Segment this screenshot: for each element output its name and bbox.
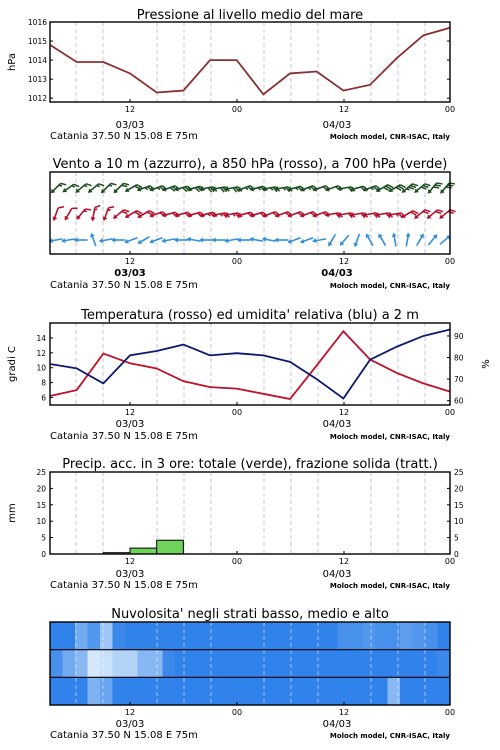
cloud-cover-cell xyxy=(413,650,426,678)
pressure-chart-x-tick-label: 12 xyxy=(338,105,350,114)
wind-chart-x-tick-label: 12 xyxy=(338,257,350,266)
cloud-cover-cell xyxy=(338,650,351,678)
wind-barb xyxy=(352,233,361,248)
wind-barb-arrowhead xyxy=(89,232,95,237)
wind-barb-arrowhead xyxy=(136,240,142,246)
cloud-cover-cell xyxy=(438,650,451,678)
precipitation-chart-date-label: 04/03 xyxy=(322,569,352,580)
wind-barb xyxy=(438,179,455,197)
wind-barb xyxy=(404,232,411,247)
cloud-cover-cell xyxy=(213,650,226,678)
cloud-cover-cell xyxy=(363,677,376,705)
precipitation-bar xyxy=(157,540,184,554)
wind-barb xyxy=(111,206,129,223)
temperature-chart-x-tick-label: 00 xyxy=(231,408,243,417)
cloud-cover-chart-title: Nuvolosita' negli strati basso, medio e alto xyxy=(111,607,389,622)
wind-barb xyxy=(312,236,327,243)
wind-barb xyxy=(161,236,176,243)
temperature-chart-x-tick-label: 12 xyxy=(124,408,136,417)
wind-barb xyxy=(326,233,337,248)
wind-barb xyxy=(413,180,431,197)
wind-barb-arrowhead xyxy=(98,238,103,244)
cloud-cover-cell xyxy=(75,677,88,705)
cloud-cover-cell xyxy=(138,622,151,650)
wind-barb xyxy=(249,236,264,243)
pressure-chart-frame xyxy=(50,22,450,102)
cloud-cover-cell xyxy=(138,677,151,705)
cloud-cover-cell xyxy=(125,622,138,650)
temperature-chart-x-tick-label: 12 xyxy=(338,408,350,417)
wind-barb xyxy=(99,180,116,197)
temperature-chart-date-label: 04/03 xyxy=(322,419,352,430)
wind-barb xyxy=(51,204,64,223)
wind-chart-x-tick-label: 00 xyxy=(231,257,243,266)
wind-barb-arrowhead xyxy=(224,238,229,244)
cloud-cover-cell xyxy=(175,622,188,650)
precipitation-y-tick-label: 10 xyxy=(36,517,46,527)
cloud-cover-chart-x-tick-label: 00 xyxy=(444,708,456,717)
cloud-cover-cell xyxy=(50,677,63,705)
wind-barb xyxy=(90,204,100,222)
cloud-cover-cell xyxy=(238,677,251,705)
wind-barb xyxy=(274,238,288,243)
precipitation-chart-x-tick-label: 00 xyxy=(444,557,456,566)
humidity-series-line xyxy=(50,329,450,398)
cloud-cover-cell xyxy=(400,650,413,678)
pressure-chart-location-label: Catania 37.50 N 15.08 E 75m xyxy=(50,131,198,142)
pressure-chart-x-tick-label: 12 xyxy=(124,105,136,114)
wind-barb-arrowhead xyxy=(364,232,370,238)
wind-barb-arrowhead xyxy=(51,216,57,221)
temperature-y-tick-label: 8 xyxy=(41,378,46,388)
pressure-chart-date-label: 04/03 xyxy=(322,120,352,131)
cloud-cover-cell xyxy=(425,622,438,650)
pressure-chart xyxy=(7,8,455,142)
wind-barb xyxy=(74,180,92,197)
cloud-cover-cell xyxy=(325,622,338,650)
cloud-cover-cell xyxy=(175,650,188,678)
cloud-cover-cell xyxy=(350,650,363,678)
cloud-cover-cell xyxy=(375,622,388,650)
cloud-cover-cell xyxy=(88,677,101,705)
wind-barb xyxy=(112,180,129,197)
wind-barb xyxy=(111,238,125,243)
wind-barb-arrowhead xyxy=(186,236,191,242)
pressure-y-tick-label: 1014 xyxy=(27,56,47,66)
temperature-chart-title: Temperatura (rosso) ed umidita' relativa (blu) a 2 m xyxy=(81,308,419,323)
cloud-cover-cell xyxy=(438,622,451,650)
cloud-cover-cell xyxy=(425,650,438,678)
wind-barb-arrowhead xyxy=(376,232,382,238)
cloud-cover-cell xyxy=(225,650,238,678)
pressure-chart-date-label: 03/03 xyxy=(115,120,145,131)
precipitation-y-axis-label: mm xyxy=(7,503,18,523)
cloud-cover-chart-date-label: 03/03 xyxy=(115,719,145,730)
cloud-cover-cell xyxy=(225,677,238,705)
wind-barb xyxy=(415,232,426,247)
cloud-cover-chart-model-credit: Moloch model, CNR-ISAC, Italy xyxy=(329,732,450,740)
wind-barb xyxy=(425,206,443,223)
precipitation-bar xyxy=(130,548,157,554)
precipitation-chart-x-tick-label: 12 xyxy=(124,557,136,566)
wind-barb xyxy=(123,235,138,244)
cloud-cover-cell xyxy=(100,677,113,705)
cloud-cover-cell xyxy=(213,622,226,650)
cloud-cover-cell xyxy=(288,677,301,705)
wind-barb-arrowhead xyxy=(148,239,153,245)
pressure-y-tick-label: 1016 xyxy=(27,18,47,27)
pressure-chart-x-tick-label: 00 xyxy=(231,105,243,114)
cloud-cover-cell xyxy=(325,650,338,678)
wind-barb xyxy=(49,180,66,197)
temperature-chart-location-label: Catania 37.50 N 15.08 E 75m xyxy=(50,431,198,442)
wind-barb-arrowhead xyxy=(387,188,393,194)
wind-barb-flag xyxy=(58,205,64,210)
precipitation-y-tick-label-right: 10 xyxy=(454,517,464,527)
wind-barb xyxy=(212,238,226,243)
cloud-cover-cell xyxy=(325,677,338,705)
humidity-y-axis-label: % xyxy=(481,359,492,369)
wind-chart-x-tick-label: 00 xyxy=(444,257,456,266)
precipitation-chart-x-tick-label: 12 xyxy=(338,557,350,566)
wind-barb xyxy=(61,181,79,197)
temperature-chart-frame xyxy=(50,323,450,405)
pressure-series-line xyxy=(50,28,450,95)
humidity-y-tick-label: 70 xyxy=(454,375,464,385)
wind-chart-x-tick-label: 12 xyxy=(124,257,136,266)
wind-barb-arrowhead xyxy=(326,242,332,248)
cloud-cover-cell xyxy=(288,650,301,678)
cloud-cover-cell xyxy=(163,650,176,678)
pressure-y-tick-label: 1015 xyxy=(27,37,47,47)
cloud-cover-cell xyxy=(375,650,388,678)
cloud-cover-cell xyxy=(125,677,138,705)
wind-barb-arrowhead xyxy=(406,232,412,237)
cloud-cover-cell xyxy=(125,650,138,678)
cloud-cover-chart-date-label: 04/03 xyxy=(322,719,352,730)
precipitation-y-tick-label: 25 xyxy=(36,468,46,477)
precipitation-y-tick-label: 15 xyxy=(36,500,46,510)
wind-barb-arrowhead xyxy=(161,238,166,244)
cloud-cover-cell xyxy=(438,677,451,705)
cloud-cover-cell xyxy=(63,650,76,678)
cloud-cover-cell xyxy=(300,650,313,678)
wind-barb-flag xyxy=(72,206,78,211)
cloud-cover-cell xyxy=(350,622,363,650)
precipitation-chart-model-credit: Moloch model, CNR-ISAC, Italy xyxy=(329,582,450,590)
temperature-series-line xyxy=(50,331,450,399)
wind-barb xyxy=(338,233,351,247)
temperature-chart-model-credit: Moloch model, CNR-ISAC, Italy xyxy=(329,433,450,441)
cloud-cover-cell xyxy=(113,677,126,705)
precipitation-y-tick-label-right: 0 xyxy=(454,550,459,559)
wind-barb-arrowhead xyxy=(136,214,142,220)
cloud-cover-cell xyxy=(400,622,413,650)
precipitation-chart-frame xyxy=(50,472,450,554)
precipitation-y-tick-label-right: 15 xyxy=(454,500,464,510)
temperature-chart xyxy=(7,308,492,442)
cloud-cover-cell xyxy=(275,650,288,678)
cloud-cover-cell xyxy=(188,650,201,678)
wind-barb-arrowhead xyxy=(63,216,69,222)
temperature-y-tick-label: 14 xyxy=(36,333,46,343)
temperature-chart-x-tick-label: 00 xyxy=(444,408,456,417)
precipitation-chart-x-tick-label: 00 xyxy=(231,557,243,566)
wind-barb xyxy=(426,179,443,197)
wind-chart-date-label: 03/03 xyxy=(114,268,146,279)
pressure-y-tick-label: 1013 xyxy=(27,75,47,85)
wind-barb xyxy=(89,232,98,247)
cloud-cover-cell xyxy=(88,622,101,650)
wind-barb xyxy=(98,236,113,243)
cloud-cover-cell xyxy=(300,677,313,705)
precipitation-y-tick-label: 5 xyxy=(41,533,46,543)
cloud-cover-cell xyxy=(313,677,326,705)
precipitation-y-tick-label: 0 xyxy=(41,550,46,559)
cloud-cover-cell xyxy=(75,622,88,650)
cloud-cover-cell xyxy=(363,650,376,678)
cloud-cover-cell xyxy=(338,622,351,650)
pressure-chart-x-tick-label: 00 xyxy=(444,105,456,114)
cloud-cover-chart-location-label: Catania 37.50 N 15.08 E 75m xyxy=(50,730,198,741)
cloud-cover-cell xyxy=(425,677,438,705)
wind-barb xyxy=(364,232,375,247)
cloud-cover-cell xyxy=(163,677,176,705)
pressure-y-tick-label: 1012 xyxy=(27,94,47,104)
temperature-y-axis-label: gradi C xyxy=(7,346,18,382)
cloud-cover-cell xyxy=(63,677,76,705)
cloud-cover-cell xyxy=(213,677,226,705)
cloud-cover-cell xyxy=(400,677,413,705)
humidity-y-tick-label: 60 xyxy=(454,396,464,406)
cloud-cover-cell xyxy=(50,622,63,650)
wind-barb-arrowhead xyxy=(124,188,130,194)
wind-barb xyxy=(63,205,78,223)
precipitation-y-tick-label-right: 5 xyxy=(454,533,459,543)
cloud-cover-cell xyxy=(150,677,163,705)
cloud-cover-cell xyxy=(113,622,126,650)
wind-barb xyxy=(426,233,439,247)
wind-barb-arrowhead xyxy=(391,232,397,237)
wind-barb xyxy=(61,236,76,243)
cloud-cover-cell xyxy=(238,622,251,650)
wind-barb xyxy=(237,238,251,243)
wind-barb-arrowhead xyxy=(249,236,254,242)
pressure-y-axis-label: hPa xyxy=(7,52,18,72)
cloud-cover-chart xyxy=(50,607,455,741)
cloud-cover-cell xyxy=(250,650,263,678)
temperature-chart-date-label: 03/03 xyxy=(115,419,145,430)
cloud-cover-chart-x-tick-label: 00 xyxy=(231,708,243,717)
cloud-cover-cell xyxy=(250,622,263,650)
cloud-cover-cell xyxy=(288,622,301,650)
wind-barb xyxy=(148,235,163,244)
wind-barb-flag xyxy=(95,205,100,209)
precipitation-chart-title: Precip. acc. in 3 ore: totale (verde), frazione solida (tratt.) xyxy=(62,457,438,472)
cloud-cover-cell xyxy=(363,622,376,650)
wind-barb-arrowhead xyxy=(312,238,317,244)
cloud-cover-cell xyxy=(88,650,101,678)
cloud-cover-cell xyxy=(225,622,238,650)
cloud-cover-chart-x-tick-label: 12 xyxy=(338,708,350,717)
wind-chart-title: Vento a 10 m (azzurro), a 850 hPa (rosso), a 700 hPa (verde) xyxy=(52,157,448,172)
wind-barb-arrowhead xyxy=(299,239,304,245)
precipitation-chart-date-label: 03/03 xyxy=(115,569,145,580)
cloud-cover-cell xyxy=(138,650,151,678)
wind-barb-arrowhead xyxy=(124,214,130,220)
cloud-cover-cell xyxy=(75,650,88,678)
cloud-cover-cell xyxy=(350,677,363,705)
wind-barb xyxy=(136,235,151,246)
cloud-cover-cell xyxy=(50,650,63,678)
wind-barb-arrowhead xyxy=(212,238,216,243)
cloud-cover-cell xyxy=(313,622,326,650)
cloud-cover-cell xyxy=(413,677,426,705)
cloud-cover-cell xyxy=(188,622,201,650)
wind-barb xyxy=(391,232,398,247)
wind-chart xyxy=(48,157,455,291)
cloud-cover-chart-x-tick-label: 12 xyxy=(124,708,136,717)
humidity-y-tick-label: 80 xyxy=(454,353,464,363)
wind-barb xyxy=(174,238,188,243)
cloud-cover-cell xyxy=(338,677,351,705)
wind-barb xyxy=(299,235,314,244)
cloud-cover-cell xyxy=(413,622,426,650)
precipitation-y-tick-label-right: 20 xyxy=(454,484,464,494)
wind-chart-date-label: 04/03 xyxy=(321,268,353,279)
cloud-cover-cell xyxy=(163,622,176,650)
cloud-cover-cell xyxy=(100,622,113,650)
cloud-cover-cell xyxy=(113,650,126,678)
cloud-cover-cell xyxy=(150,650,163,678)
wind-barb-arrowhead xyxy=(101,216,107,221)
wind-barb xyxy=(287,235,302,244)
pressure-chart-model-credit: Moloch model, CNR-ISAC, Italy xyxy=(329,133,450,141)
cloud-cover-cell xyxy=(263,677,276,705)
wind-barb-flag xyxy=(108,205,114,210)
precipitation-chart-location-label: Catania 37.50 N 15.08 E 75m xyxy=(50,580,198,591)
wind-barb xyxy=(376,232,387,247)
cloud-cover-cell xyxy=(175,677,188,705)
cloud-cover-cell xyxy=(100,650,113,678)
wind-barb xyxy=(438,206,456,223)
precipitation-y-tick-label-right: 25 xyxy=(454,468,464,477)
wind-barb xyxy=(224,236,239,243)
cloud-cover-cell xyxy=(250,677,263,705)
cloud-cover-cell xyxy=(263,650,276,678)
cloud-cover-cell xyxy=(188,677,201,705)
wind-barb-arrowhead xyxy=(352,242,358,247)
wind-barb xyxy=(101,204,114,223)
wind-chart-model-credit: Moloch model, CNR-ISAC, Italy xyxy=(329,282,450,290)
cloud-cover-cell xyxy=(238,650,251,678)
wind-barb-arrowhead xyxy=(90,217,96,222)
precipitation-y-tick-label: 20 xyxy=(36,484,46,494)
temperature-y-tick-label: 6 xyxy=(41,393,46,403)
pressure-chart-title: Pressione al livello medio del mare xyxy=(136,8,364,23)
temperature-y-tick-label: 10 xyxy=(36,363,46,373)
wind-barb xyxy=(86,180,104,197)
cloud-cover-cell xyxy=(263,622,276,650)
cloud-cover-cell xyxy=(63,622,76,650)
wind-chart-location-label: Catania 37.50 N 15.08 E 75m xyxy=(50,280,198,291)
cloud-cover-cell xyxy=(300,622,313,650)
humidity-y-tick-label: 90 xyxy=(454,331,464,341)
cloud-cover-cell xyxy=(275,622,288,650)
temperature-y-tick-label: 12 xyxy=(36,348,46,358)
cloud-cover-cell xyxy=(313,650,326,678)
cloud-cover-cell xyxy=(275,677,288,705)
wind-barb xyxy=(186,236,201,243)
cloud-cover-cell xyxy=(375,677,388,705)
cloud-cover-cell xyxy=(150,622,163,650)
wind-barb-flag xyxy=(74,183,79,189)
precipitation-chart xyxy=(7,457,464,591)
